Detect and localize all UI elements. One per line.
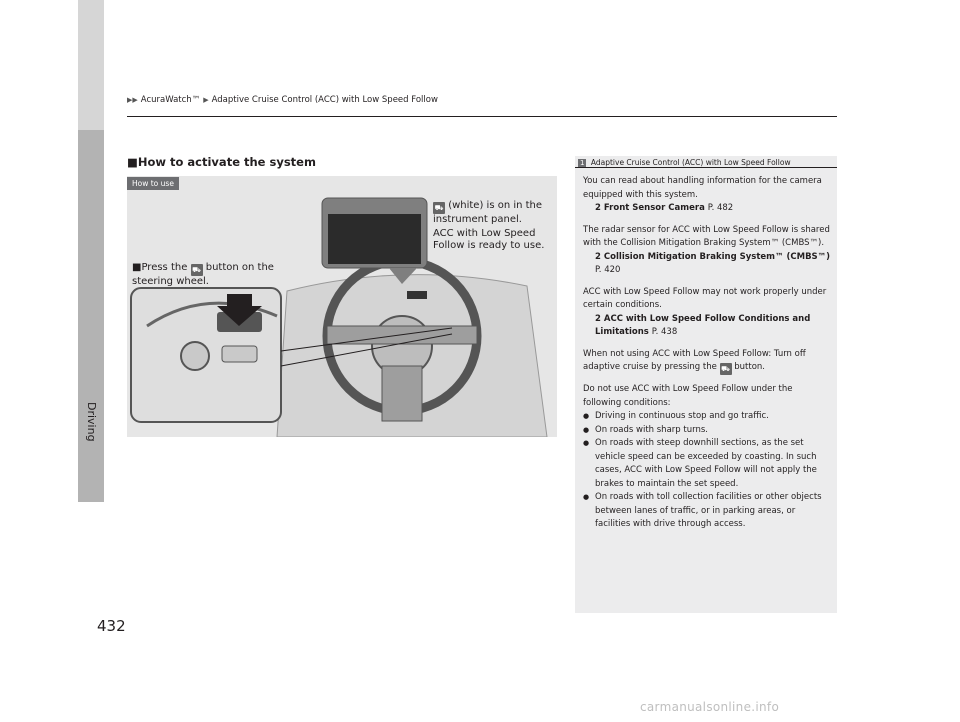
watermark: carmanualsonline.info <box>640 700 780 714</box>
press-prefix: ■Press the <box>132 262 188 273</box>
note-text: The radar sensor for ACC with Low Speed Follow is shared with the Collision Mitigation Braking System™ (CMBS™). <box>583 224 830 248</box>
section-title: ■How to activate the system <box>127 155 316 169</box>
list-item: ● On roads with sharp turns. <box>583 424 833 438</box>
acc-button-icon: ⛟ <box>721 365 730 373</box>
press-suffix: button on the steering wheel. <box>132 262 274 287</box>
breadcrumb-item: AcuraWatch™ <box>140 95 201 105</box>
reference-page: P. 482 <box>707 203 734 213</box>
page-number: 432 <box>97 617 126 635</box>
chapter-tab <box>78 130 104 502</box>
breadcrumb-arrow-icon: ▶▶ <box>127 96 138 104</box>
notes-heading-text: Adaptive Cruise Control (ACC) with Low Speed Follow <box>590 158 791 167</box>
reference-title: ACC with Low Speed Follow Conditions and Limitations <box>595 313 811 337</box>
note-text: Do not use ACC with Low Speed Follow under the following conditions: <box>583 384 793 408</box>
notes-rule <box>575 167 837 168</box>
callout-indicator <box>433 200 558 226</box>
reference-mark: 2 <box>595 203 601 213</box>
breadcrumb <box>127 95 438 105</box>
notes-body <box>583 175 833 532</box>
note-text: button. <box>734 362 766 372</box>
cross-reference-link[interactable] <box>583 202 833 216</box>
reference-mark: 2 <box>595 251 601 262</box>
chapter-label: Driving <box>85 402 98 442</box>
callout-indicator-text: (white) is on in the instrument panel. <box>433 200 543 225</box>
list-item: ● On roads with steep downhill sections, as the set vehicle speed can be exceeded by coasting. In such cases, ACC with Low Speed Follow will not apply the brakes to maintain the set speed. <box>583 437 833 491</box>
note-text: You can read about handling information for the camera equipped with this system. <box>583 176 822 200</box>
press-instruction <box>132 262 292 288</box>
acc-indicator-icon: ⛟ <box>434 204 444 212</box>
conditions-list <box>583 410 833 532</box>
breadcrumb-item: Adaptive Cruise Control (ACC) with Low Speed Follow <box>211 95 438 105</box>
note-paragraph <box>583 224 833 278</box>
notes-heading <box>575 156 840 167</box>
reference-page: P. 438 <box>651 327 678 337</box>
callout-ready: ACC with Low Speed Follow is ready to use. <box>433 228 545 251</box>
note-paragraph <box>583 286 833 340</box>
list-item: ● On roads with toll collection facilities or other objects between lanes of traffic, or in parking areas, or facilities with drive through access. <box>583 491 833 532</box>
cross-reference-link[interactable] <box>583 251 833 278</box>
how-to-use-tag: How to use <box>127 177 179 190</box>
breadcrumb-arrow-icon: ▶ <box>203 96 209 104</box>
reference-mark: 2 <box>595 313 601 324</box>
note-paragraph <box>583 348 833 376</box>
reference-page: P. 420 <box>595 265 621 275</box>
list-item: ● Driving in continuous stop and go traffic. <box>583 410 833 424</box>
cross-reference-link[interactable] <box>583 313 833 340</box>
note-text: ACC with Low Speed Follow may not work properly under certain conditions. <box>583 286 827 310</box>
notes-heading-number: 1 <box>580 159 585 167</box>
note-paragraph <box>583 383 833 410</box>
reference-title: Front Sensor Camera <box>603 203 705 213</box>
acc-button-icon: ⛟ <box>192 266 201 274</box>
header-rule <box>127 116 837 117</box>
sidebar-band-top <box>78 0 104 130</box>
note-paragraph <box>583 175 833 216</box>
note-text: When not using ACC with Low Speed Follow: Turn off adaptive cruise by pressing the <box>583 348 806 372</box>
reference-title: Collision Mitigation Braking System™ (CMBS™) <box>603 251 831 262</box>
